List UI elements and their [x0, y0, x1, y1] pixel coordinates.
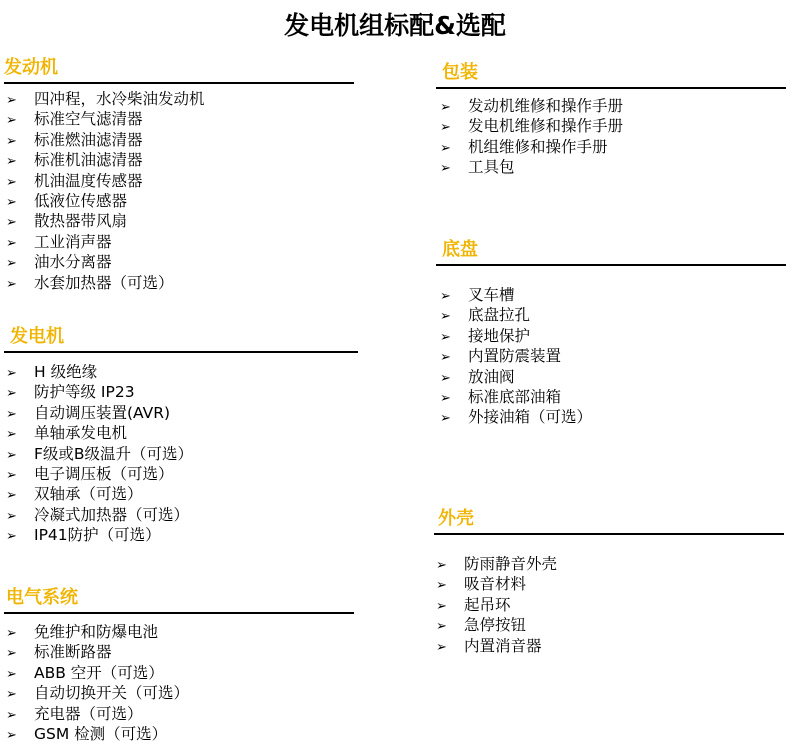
list-item-text: 内置防震装置	[468, 347, 562, 366]
list-item-text: GSM 检测（可选）	[34, 724, 168, 743]
list-item	[6, 642, 354, 662]
list-item	[440, 116, 786, 136]
section-heading: 发电机	[10, 326, 64, 347]
arrow-bullet-icon: ➢	[6, 276, 17, 292]
section-heading: 底盘	[442, 239, 478, 260]
section-divider	[4, 351, 358, 353]
arrow-bullet-icon: ➢	[6, 93, 17, 108]
arrow-bullet-icon: ➢	[440, 390, 451, 406]
list-item	[6, 403, 358, 423]
page-title: 发电机组标配&选配	[284, 11, 506, 40]
list-item	[6, 109, 354, 129]
arrow-bullet-icon: ➢	[440, 161, 451, 177]
list-item	[6, 191, 354, 211]
arrow-bullet-icon: ➢	[6, 256, 17, 272]
arrow-bullet-icon: ➢	[440, 120, 451, 136]
list-item-text: 双轴承（可选）	[34, 485, 143, 504]
list-item	[6, 150, 354, 170]
list-item	[6, 171, 354, 191]
list-item	[6, 464, 358, 484]
item-list	[434, 554, 784, 656]
arrow-bullet-icon: ➢	[440, 411, 451, 427]
list-item-text: 水套加热器（可选）	[34, 273, 174, 292]
list-item	[440, 157, 786, 177]
list-item	[6, 724, 354, 744]
section-heading: 包装	[442, 62, 478, 83]
list-item-text: 自动调压装置(AVR)	[34, 403, 171, 422]
arrow-bullet-icon: ➢	[6, 666, 17, 682]
arrow-bullet-icon: ➢	[6, 626, 17, 641]
list-item-text: 标准底部油箱	[468, 387, 562, 406]
list-item-text: 标准机油滤清器	[34, 151, 143, 170]
list-item	[6, 525, 358, 545]
arrow-bullet-icon: ➢	[6, 687, 17, 703]
arrow-bullet-icon: ➢	[436, 619, 447, 635]
arrow-bullet-icon: ➢	[6, 235, 17, 251]
arrow-bullet-icon: ➢	[6, 447, 17, 463]
list-item	[6, 232, 354, 252]
list-item-text: ABB 空开（可选）	[34, 663, 164, 682]
item-list	[4, 89, 354, 293]
list-item	[6, 252, 354, 272]
list-item-text: 吸音材料	[464, 575, 527, 594]
list-item-text: F级或B级温升（可选）	[34, 444, 194, 463]
arrow-bullet-icon: ➢	[440, 140, 451, 156]
list-item	[6, 130, 354, 150]
arrow-bullet-icon: ➢	[6, 529, 17, 545]
list-item	[440, 326, 786, 346]
list-item	[440, 346, 786, 366]
list-item	[6, 89, 354, 109]
list-item-text: 机组维修和操作手册	[468, 137, 608, 156]
arrow-bullet-icon: ➢	[440, 289, 451, 304]
list-item	[440, 305, 786, 325]
list-item-text: 放油阀	[468, 367, 515, 386]
list-item	[6, 683, 354, 703]
section-heading: 电气系统	[6, 587, 78, 608]
list-item	[436, 595, 784, 615]
list-item	[440, 137, 786, 157]
list-item	[440, 387, 786, 407]
list-item	[6, 382, 358, 402]
arrow-bullet-icon: ➢	[436, 598, 447, 614]
list-item	[440, 285, 786, 305]
list-item	[6, 622, 354, 642]
arrow-bullet-icon: ➢	[6, 467, 17, 483]
list-item-text: 防护等级 IP23	[34, 383, 135, 402]
list-item-text: 自动切换开关（可选）	[34, 684, 190, 703]
section-enclosure	[434, 507, 784, 656]
list-item-text: 充电器（可选）	[34, 704, 143, 723]
list-item	[6, 484, 358, 504]
list-item	[6, 273, 354, 293]
section-divider	[434, 533, 784, 535]
arrow-bullet-icon: ➢	[6, 646, 17, 662]
arrow-bullet-icon: ➢	[6, 488, 17, 504]
arrow-bullet-icon: ➢	[440, 370, 451, 386]
arrow-bullet-icon: ➢	[6, 215, 17, 231]
section-heading: 发动机	[4, 57, 58, 78]
section-packaging	[436, 61, 786, 178]
list-item	[6, 505, 358, 525]
list-item-text: 油水分离器	[34, 253, 112, 272]
arrow-bullet-icon: ➢	[440, 329, 451, 345]
list-item-text: 散热器带风扇	[34, 212, 128, 231]
list-item-text: 免维护和防爆电池	[34, 623, 159, 641]
arrow-bullet-icon: ➢	[6, 386, 17, 402]
list-item-text: H 级绝缘	[34, 363, 98, 381]
arrow-bullet-icon: ➢	[436, 639, 447, 655]
list-item-text: 标准断路器	[34, 643, 112, 662]
list-item	[436, 615, 784, 635]
list-item-text: 起吊环	[464, 595, 511, 614]
list-item-text: IP41防护（可选）	[34, 526, 161, 545]
item-list	[4, 622, 354, 744]
arrow-bullet-icon: ➢	[6, 154, 17, 170]
list-item-text: 急停按钮	[464, 616, 527, 635]
list-item	[436, 636, 784, 656]
item-list	[4, 362, 358, 546]
arrow-bullet-icon: ➢	[6, 508, 17, 524]
list-item-text: 叉车槽	[468, 286, 515, 304]
list-item	[440, 367, 786, 387]
list-item	[6, 704, 354, 724]
section-generator	[4, 325, 358, 546]
list-item	[440, 407, 786, 427]
arrow-bullet-icon: ➢	[436, 578, 447, 594]
list-item	[6, 663, 354, 683]
arrow-bullet-icon: ➢	[6, 133, 17, 149]
section-divider	[436, 87, 786, 89]
arrow-bullet-icon: ➢	[6, 174, 17, 190]
list-item-text: 机油温度传感器	[34, 171, 143, 190]
list-item-text: 标准燃油滤清器	[34, 130, 143, 149]
arrow-bullet-icon: ➢	[436, 558, 447, 573]
list-item-text: 低液位传感器	[34, 191, 128, 210]
list-item	[440, 96, 786, 116]
section-divider	[4, 612, 354, 614]
list-item-text: 冷凝式加热器（可选）	[34, 505, 190, 524]
list-item-text: 底盘拉孔	[468, 306, 531, 325]
section-engine	[4, 56, 354, 293]
list-item-text: 工业消声器	[34, 232, 112, 251]
list-item	[6, 444, 358, 464]
arrow-bullet-icon: ➢	[6, 427, 17, 443]
arrow-bullet-icon: ➢	[6, 194, 17, 210]
list-item-text: 发电机维修和操作手册	[468, 117, 624, 136]
section-divider	[4, 82, 354, 84]
list-item-text: 单轴承发电机	[34, 424, 128, 443]
list-item-text: 接地保护	[468, 326, 531, 345]
item-list	[436, 96, 786, 178]
list-item-text: 防雨静音外壳	[464, 555, 558, 573]
arrow-bullet-icon: ➢	[6, 707, 17, 723]
arrow-bullet-icon: ➢	[440, 350, 451, 366]
list-item-text: 工具包	[468, 158, 515, 177]
arrow-bullet-icon: ➢	[440, 100, 451, 115]
list-item-text: 内置消音器	[464, 636, 542, 655]
section-electrical	[4, 586, 354, 744]
item-list	[436, 285, 786, 428]
arrow-bullet-icon: ➢	[6, 406, 17, 422]
list-item-text: 电子调压板（可选）	[34, 464, 174, 483]
list-item	[436, 574, 784, 594]
list-item-text: 发动机维修和操作手册	[468, 97, 624, 115]
list-item-text: 外接油箱（可选）	[468, 408, 593, 427]
arrow-bullet-icon: ➢	[440, 309, 451, 325]
list-item	[6, 362, 358, 382]
section-heading: 外壳	[438, 508, 474, 529]
arrow-bullet-icon: ➢	[6, 113, 17, 129]
list-item	[6, 423, 358, 443]
list-item	[436, 554, 784, 574]
arrow-bullet-icon: ➢	[6, 727, 17, 743]
section-divider	[436, 264, 786, 266]
section-chassis	[436, 238, 786, 428]
list-item	[6, 211, 354, 231]
list-item-text: 标准空气滤清器	[34, 110, 143, 129]
list-item-text: 四冲程，水冷柴油发动机	[34, 90, 205, 108]
arrow-bullet-icon: ➢	[6, 366, 17, 381]
